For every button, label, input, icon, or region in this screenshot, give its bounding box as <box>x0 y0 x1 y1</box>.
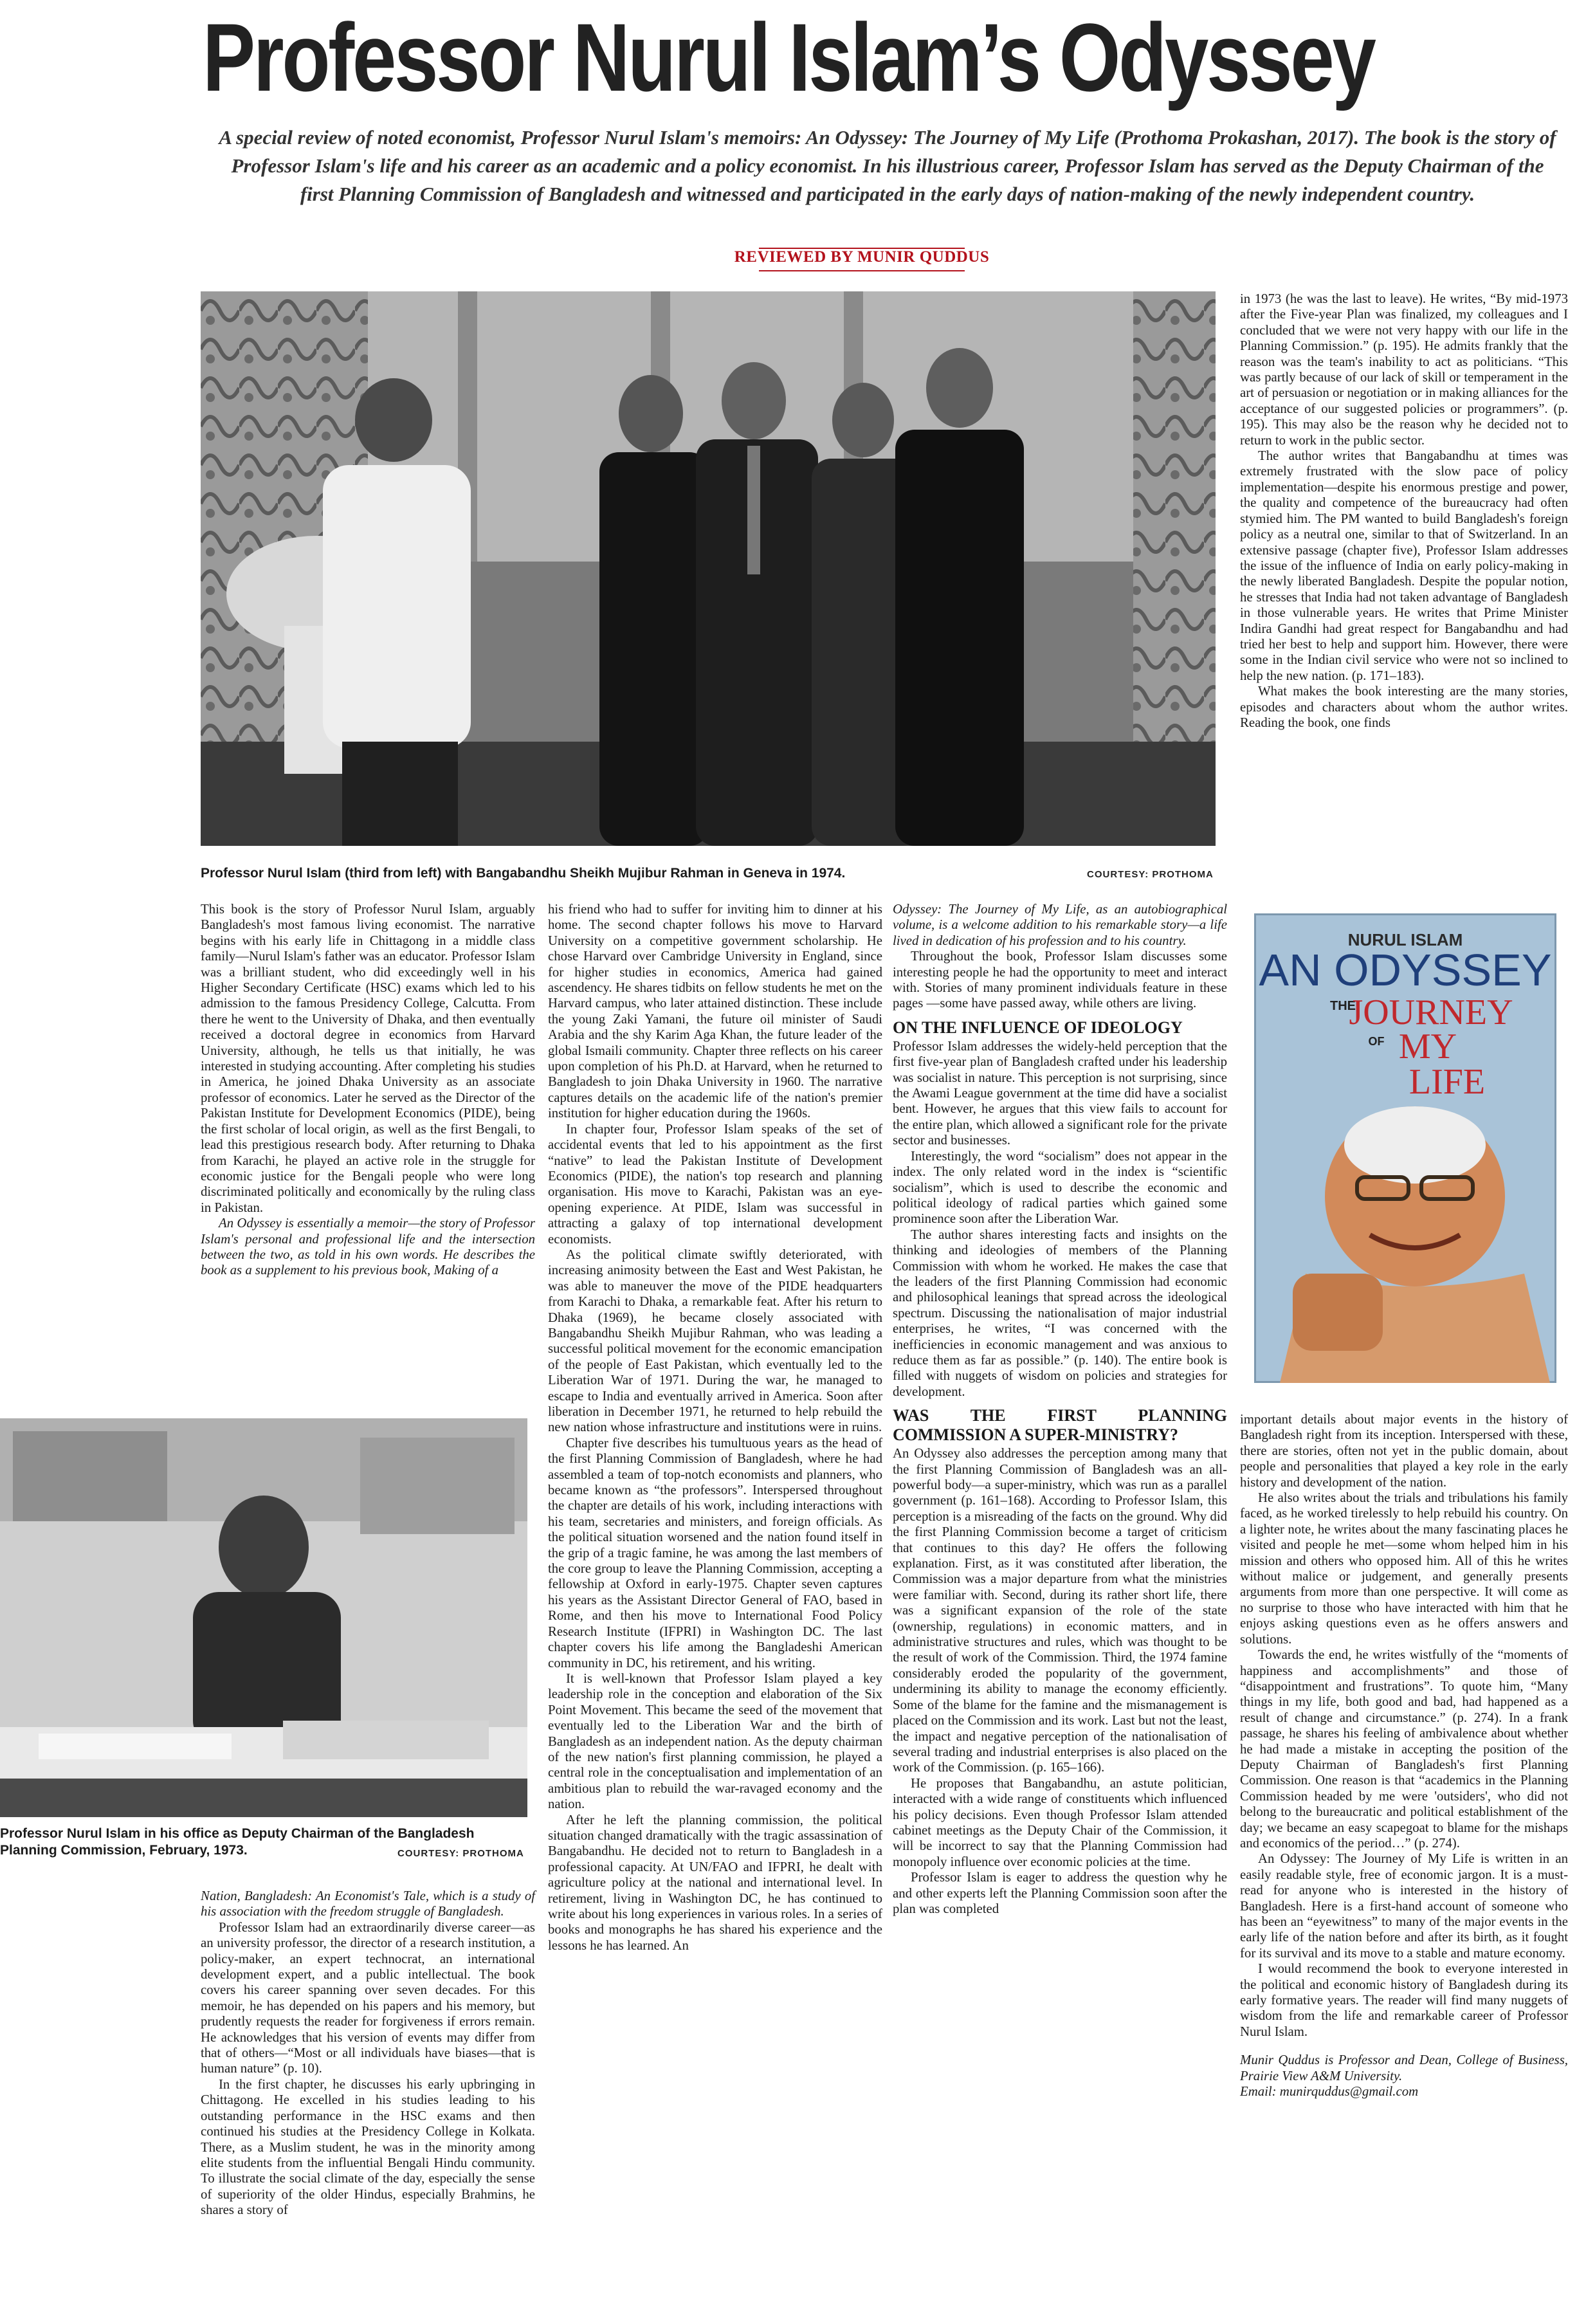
col3-para-3: Professor Islam addresses the widely-held perception that the first five-year plan of Bangladesh crafted under his leadership was socialist in nature. This perception is not surprising, since the Awami League government at the time did have a socialist bent. However, he argues that this view fails to account for the entire plan, which allowed a significant role for the private sector and businesses. <box>893 1038 1227 1148</box>
col3-para-6: An Odyssey also addresses the perception among many that the first Planning Commission of Bangladesh was an all-powerful body—a super-ministry, which was run as a parallel government (p. 161–168). According to Professor Islam, this perception is a misreading of the facts on the ground. Why did the first Planning Commission become a target of criticism that continues to this day? He offers the following explanation. First, as it was constituted after liberation, the Commission was a major departure from what the ministries were familiar with. Second, during its rather short life, there was a significant expansion of the role of the state (ownership, regulations) in economic matters, and in administrative structures and rules, which was thought to be the result of work of the Commission. Third, the 1974 famine considerably eroded the popularity of the government, undermining its ability to manage the economy efficiently. Some of the blame for the famine and the mismanagement is placed on the Commission and its work. Last but not the least, the impact and negative perception of the nationalisation of several trading and industrial enterprises is also placed on the work of the Commission. (p. 165–166). <box>893 1446 1227 1775</box>
col4-para-2: The author writes that Bangabandhu at times was extremely frustrated with the slow pace of policy implementation—despite his enormous prestige and power, the quality and competence of the bureaucracy had often stymied him. The PM wanted to build Bangladesh's foreign policy as a neutral one, similar to that of Switzerland. In an extensive passage (chapter five), Professor Islam addresses the issue of the influence of India on early policy-making in the newly liberated Bangladesh. Despite the popular notion, he stresses that India had not taken advantage of Bangladesh in those vulnerable years. He writes that Prime Minister Indira Gandhi had great respect for Bangabandhu and had tried her best to help and support him. However, there were some in the Indian civil service who were not so inclined to help the new nation. (p. 171–183). <box>1240 448 1568 683</box>
book-cover <box>1254 913 1556 1383</box>
cover-of: OF <box>1368 1035 1385 1048</box>
col1b-para-1: Nation, Bangladesh: An Economist's Tale, which is a study of his association with the freedom struggle of Bangladesh. <box>201 1889 535 1919</box>
column-1-continued <box>201 1889 535 2219</box>
group-photo-image <box>201 291 1216 846</box>
office-photo <box>0 1418 527 1817</box>
col2-para-6: After he left the planning commission, the political situation changed dramatically with the tragic assassination of Bangabandhu. He decided not to return to Bangladesh in a professional capacity. At UN/FAO and IFPRI, he dealt with agriculture policy at the national and international level. In retirement, living in Washington DC, he has continued to write about his long experiences in various roles. In a series of books and monographs he has shared his experience and the lessons he has learned. An <box>548 1812 882 1953</box>
col2-para-5: It is well-known that Professor Islam played a key leadership role in the conception and elaboration of the Six Point Movement. This became the seed of the movement that eventually led to the Liberation War and the birth of Bangladesh as an independent nation. As the deputy chairman of the new nation's first planning commission, he played a central role in the conceptualisation and implementation of an ambitious plan to rebuild the war-ravaged economy and the nation. <box>548 1670 882 1812</box>
col2-para-2: In chapter four, Professor Islam speaks of the set of accidental events that led to his appointment as the first “native” to lead the Pakistan Institute of Development Economics (PIDE), the nation's top research and planning organisation. His move to Karachi, Pakistan was an eye-opening experience. At PIDE, Islam was successful in attracting a galaxy of top international development economists. <box>548 1121 882 1247</box>
photo1-courtesy: COURTESY: PROTHOMA <box>1087 869 1214 880</box>
cover-life: LIFE <box>1408 1062 1486 1102</box>
office-photo-image <box>0 1418 527 1817</box>
col1-para-2: An Odyssey is essentially a memoir—the story of Professor Islam's personal and professional life and the intersection between the two, as told in his own words. He describes the book as a supplement to his previous book, Making of a <box>201 1216 535 1278</box>
col2-para-1: his friend who had to suffer for inviting him to dinner at his home. The second chapter follows his move to Harvard University on a competitive government scholarship. He chose Harvard over Cambridge University in England, since for higher studies in economics, America had gained ascendency. He shares tidbits on fellow students he met on the Harvard campus, who later attained distinction. These include the young Zaki Yamani, the future oil minister of Saudi Arabia and the shy Karim Aga Khan, the future leader of the global Ismaili community. Chapter three reflects on his career upon completion of his Ph.D. at Harvard, when he returned to Bangladesh to join Dhaka University in 1960. The narrative captures details on the academic life of the nation's premier institution for higher education during the 1960s. <box>548 902 882 1121</box>
col4b-para-3: Towards the end, he writes wistfully of the “moments of happiness and accomplishments” and those of “disappointment and frustrations”. To quote him, “Many things in my life, both good and bad, had happened as a result of change and circumstance.” (p. 274). In a frank passage, he shares his feeling of ambivalence about whether he had made a mistake in accepting the position of the Deputy Chairman of Bangladesh's first Planning Commission. One reason is that “academics in the Planning Commission headed by me were 'outsiders', who did not belong to the bureaucratic and political establishment of the day; we became an easy scapegoat to blame for the mishaps and economics of the period…” (p. 274). <box>1240 1647 1568 1851</box>
byline-rule-bottom <box>759 270 965 271</box>
column-2 <box>548 902 882 1953</box>
column-4 <box>1240 291 1568 731</box>
col3-para-8: Professor Islam is eager to address the question why he and other experts left the Planning Commission soon after the plan was completed <box>893 1870 1227 1916</box>
col2-para-3: As the political climate swiftly deteriorated, with increasing animosity between the East and West Pakistan, he was able to maneuver the move of the PIDE headquarters from Karachi to Dhaka, a remarkable feat. After his return to Dhaka (1969), he became closely associated with Bangabandhu Sheikh Mujibur Rahman, who was leading a successful political movement for the economic emancipation of the people of East Pakistan, which eventually led to the Liberation War of 1971. During the war, he managed to escape to India and eventually arrived in America. Soon after liberation in December 1971, he returned to help rebuild the new nation whose infrastructure and institutions were in ruins. <box>548 1247 882 1435</box>
col4-para-1: in 1973 (he was the last to leave). He writes, “By mid-1973 after the Five-year Plan was finalized, my colleagues and I concluded that we were not very happy with our life in the Planning Commission.” (p. 195). He admits frankly that the reason was the team's inability to act as politicians. “This was partly because of our lack of skill or temperament in the art of persuasion or negotiation or in making alliances for the acceptance of our suggested policies or programmers”. (p. 195). This may also be the reason why he decided not to return to work in the public sector. <box>1240 291 1568 448</box>
photo1-caption: Professor Nurul Islam (third from left) with Bangabandhu Sheikh Mujibur Rahman in Geneva in 1974. <box>201 866 846 881</box>
section-heading-super-ministry: WAS THE FIRST PLANNING COMMISSION A SUPER-MINISTRY? <box>893 1406 1227 1445</box>
cover-my: MY <box>1398 1027 1457 1066</box>
byline: REVIEWED BY MUNIR QUDDUS <box>734 248 990 266</box>
author-email: Email: munirquddus@gmail.com <box>1240 2084 1419 2100</box>
col4-para-3: What makes the book interesting are the many stories, episodes and characters about whom the author writes. Reading the book, one finds <box>1240 684 1568 730</box>
photo2-caption: Professor Nurul Islam in his office as Deputy Chairman of the Bangladesh Planning Commission, February, 1973. <box>0 1826 475 1858</box>
col3-para-5: The author shares interesting facts and insights on the thinking and ideologies of members of the Planning Commission with whom he worked. He makes the case that the leaders of the first Planning Commission had economic and philosophical leanings that spread across the ideological spectrum. Discussing the nationalisation of major industrial enterprises, he writes, “I was concerned with the inefficiencies in economic management and was anxious to reduce them as far as possible.” (p. 140). The entire book is filled with nuggets of wisdom on policies and strategies for development. <box>893 1227 1227 1399</box>
col3-para-2: Throughout the book, Professor Islam discusses some interesting people he had the opportunity to meet and interact with. Stories of many prominent individuals feature in these pages —some have passed away, while others are living. <box>893 949 1227 1011</box>
photo2-courtesy: COURTESY: PROTHOMA <box>397 1848 524 1859</box>
column-4-continued <box>1240 1412 1568 2100</box>
cover-author: NURUL ISLAM <box>1347 930 1463 949</box>
group-photo <box>201 291 1216 846</box>
column-3 <box>893 902 1227 1917</box>
col1b-para-2: Professor Islam had an extraordinarily diverse career—as an university professor, the director of a research institution, a policy-maker, an expert technocrat, an international development expert, and a public intellectual. The book covers his career spanning over seven decades. For this memoir, he has depended on his papers and his memory, but prudently requests the reader for forgiveness if errors remain. He acknowledges that his version of events may differ from that of others—“Most or all individuals have biases—that is human nature” (p. 10). <box>201 1919 535 2076</box>
column-1 <box>201 902 535 1279</box>
col4b-para-5: I would recommend the book to everyone interested in the political and economic history of Bangladesh during its early formative years. The reader will find many nuggets of wisdom from the life and remarkable career of Professor Nurul Islam. <box>1240 1961 1568 2039</box>
col2-para-4: Chapter five describes his tumultuous years as the head of the first Planning Commission of Bangladesh, where he had assembled a team of top-notch economists and planners, who became known as “the professors”. Interspersed throughout the chapter are details of his work, including interactions with his team, secretaries and ministers, and foreign officials. As the political situation worsened and the nation found itself in the grip of a tragic famine, he was among the last members of the core group to leave the Planning Commission, accepting a fellowship at Oxford in early-1975. Chapter seven captures his years as the Assistant Director General of FAO, based in Rome, and then his move to International Food Policy Research Institute (IFPRI) in Washington DC. The last chapter covers his life among the Bangladeshi American community in DC, his retirement, and his writing. <box>548 1435 882 1670</box>
cover-title: AN ODYSSEY <box>1259 945 1552 995</box>
col4b-para-4: An Odyssey: The Journey of My Life is written in an easily readable style, free of economic jargon. It is a must-read for anyone who is interested in the history of Bangladesh. Here is a first-hand account of someone who has been an “eyewitness” to many of the major events in the early life of the nation before and after its birth, as it fought for its survival and its move to a stable and mature economy. <box>1240 1851 1568 1961</box>
book-cover-art <box>1254 913 1556 1383</box>
author-bio: Munir Quddus is Professor and Dean, College of Business, Prairie View A&M University. <box>1240 2053 1568 2083</box>
col1b-para-3: In the first chapter, he discusses his early upbringing in Chittagong. He excelled in his studies leading to his outstanding performance in the HSC exams and then continued his studies at the Presidency College in Kolkata. There, as a Muslim student, he was in the minority among elite students from the influential Bengali Hindu community. To illustrate the social climate of the day, especially the sense of superiority of the older Hindus, especially Brahmins, he shares a story of <box>201 2076 535 2218</box>
col3-para-7: He proposes that Bangabandhu, an astute politician, interacted with a wide range of constituents which influenced his policy decisions. Even though Professor Islam attended cabinet meetings as the Deputy Chair of the Commission, it will be incorrect to say that the Planning Commission had monopoly influence over economic policies at the time. <box>893 1775 1227 1869</box>
col4b-para-1: important details about major events in the history of Bangladesh right from its inception. Interspersed with these, there are stories, often not yet in the public domain, about people and personalities that played a key role in the early history and development of the nation. <box>1240 1412 1568 1490</box>
section-heading-ideology: ON THE INFLUENCE OF IDEOLOGY <box>893 1018 1183 1037</box>
cover-the: THE <box>1330 999 1356 1013</box>
col4b-para-2: He also writes about the trials and tribulations his family faced, as he worked tirelessly to help rebuild his country. On a lighter note, he writes about the many fascinating places he visited and people he met—some whom helped him in his mission and others who opposed him. All of this he writes without malice or judgement, and generally presents arguments from more than one perspective. It will come as no surprise to those who have interacted with him that he enjoys asking questions even as he offers answers and solutions. <box>1240 1490 1568 1647</box>
col1-para-1: This book is the story of Professor Nurul Islam, arguably Bangladesh's most famous living economist. The narrative begins with his early life in Chittagong in a middle class family—Nurul Islam's father was an educator. Professor Islam was a brilliant student, who did exceedingly well in his Higher Secondary Certificate (HSC) exams which led to his admission to the famous Presidency College, Calcutta. From there he went to the University of Dhaka, and then eventually received a doctoral degree in economics from Harvard University, although, he tells us that initially, he was interested in studying accounting. After completing his studies in America, he joined Dhaka University as an associate professor of economics. Later he served as the Director of the Pakistan Institute for Development Economics (PIDE), being the first scholar of local origin, as well as the first Bengali, to lead this prestigious research body. After returning to Dhaka from Karachi, he played an active role in the struggle for economic justice for the Bengali people who were long discriminated politically and economically by the ruling class in Pakistan. <box>201 902 535 1215</box>
deck-summary: A special review of noted economist, Professor Nurul Islam's memoirs: An Odyssey: The Journey of My Life (Prothoma Prokashan, 2017). The book is the story of Professor Islam's life and his career as an academic and a policy economist. In his illustrious career, Professor Islam has served as the Deputy Chairman of the first Planning Commission of Bangladesh and witnessed and participated in the early days of nation-making of the newly independent country. <box>219 126 1556 205</box>
headline: Professor Nurul Islam’s Odyssey <box>203 3 1374 111</box>
col3-para-4: Interestingly, the word “socialism” does not appear in the index. The only related word in the index is “scientific socialism”, which is used to describe the economic and political ideology of radical parties which gained some prominence soon after the Liberation War. <box>893 1148 1227 1227</box>
col3-para-1: Odyssey: The Journey of My Life, as an autobiographical volume, is a welcome addition to his remarkable story—a life lived in dedication of his profession and to his country. <box>893 902 1227 948</box>
cover-journey: JOURNEY <box>1349 993 1513 1032</box>
